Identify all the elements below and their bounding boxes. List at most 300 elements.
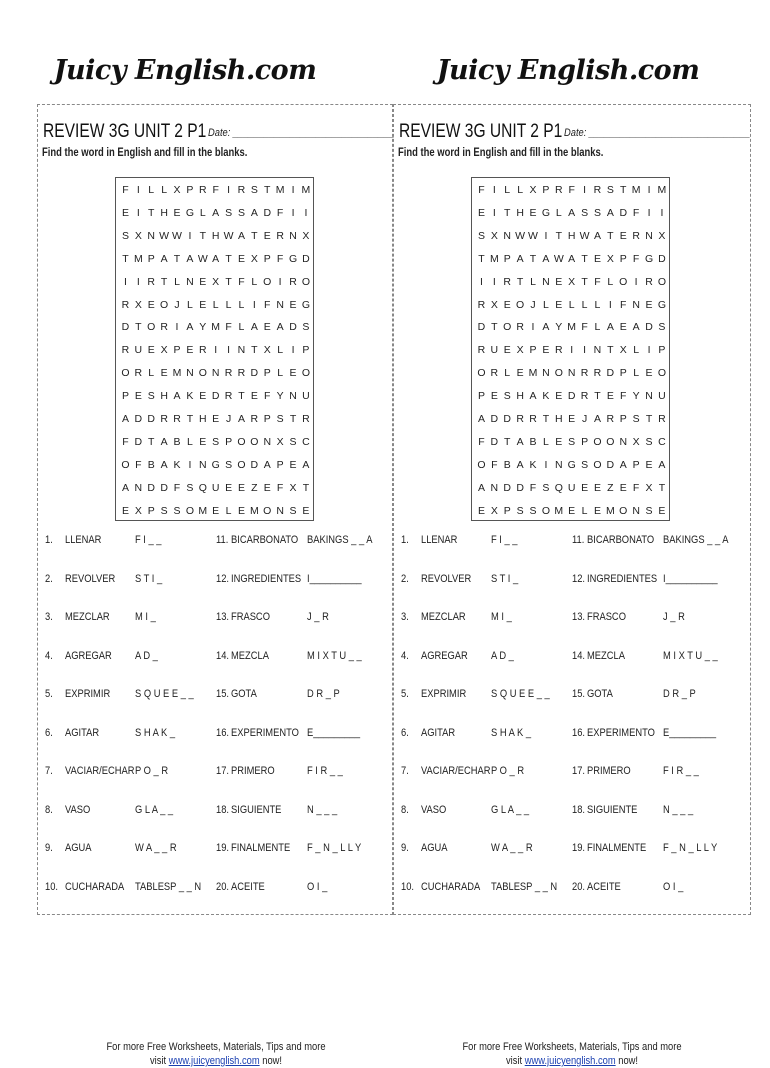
grid-letter: H [516,390,524,403]
grid-letter: R [580,390,589,403]
grid-letter: F [238,275,245,288]
grid-letter: X [276,435,284,448]
grid-letter: L [148,184,155,196]
item-spanish: EXPERIMENTO [587,726,655,739]
item-hint[interactable]: O I _ [307,880,328,893]
grid-letter: P [121,390,129,403]
item-spanish: FINALMENTE [231,842,291,854]
item-hint[interactable]: M I X T U _ _ [307,649,362,662]
item-hint[interactable]: A D _ [491,649,514,662]
grid-letter: S [658,321,666,334]
item-spanish: VACIAR/ECHAR [65,765,135,777]
item-hint[interactable]: M I _ [135,611,156,623]
grid-letter: I [291,344,295,357]
grid-letter: B [529,435,537,448]
grid-letter: E [237,504,245,517]
grid-letter: S [289,435,297,448]
item-hint[interactable]: S Q U E E _ _ [491,688,550,700]
grid-row [475,477,668,500]
grid-letter: R [529,413,537,425]
grid-letter: J [225,413,232,425]
item-spanish: SIGUIENTE [587,803,638,816]
item-spanish: FRASCO [231,611,270,623]
grid-letter: L [568,298,575,311]
grid-letter: E [186,344,194,357]
grid-letter: L [517,184,524,196]
grid-letter: E [645,367,653,380]
grid-row [475,500,668,523]
grid-letter: N [147,229,156,242]
grid-letter: D [121,321,130,334]
item-number: 1. [45,534,53,546]
grid-letter: N [632,298,640,311]
item-number: 16. [216,726,230,739]
grid-letter: L [148,367,155,380]
item-spanish: GOTA [231,688,257,700]
grid-letter: R [147,275,156,288]
item-number: 10. [401,880,415,893]
grid-letter: E [593,252,601,265]
grid-letter: O [541,504,550,517]
grid-letter: N [503,229,512,242]
grid-letter: B [173,435,181,448]
grid-letter: E [237,252,245,265]
grid-letter: W [197,252,208,265]
grid-letter: X [516,344,524,357]
grid-letter: O [121,367,130,380]
grid-letter: J [530,298,536,311]
grid-letter: F [122,435,129,448]
grid-letter: S [160,504,168,517]
worksheet-card [37,104,395,1067]
grid-row [119,294,312,317]
grid-row [119,454,312,477]
grid-letter: T [148,435,155,448]
grid-letter: P [225,435,233,448]
grid-letter: E [147,344,155,357]
grid-letter: H [160,206,168,219]
item-hint[interactable]: J _ R [307,611,329,623]
grid-letter: E [250,390,258,403]
item-spanish: INGREDIENTES [587,572,658,585]
grid-letter: F [491,458,498,471]
grid-letter: E [237,481,245,494]
item-hint[interactable]: P O _ R [491,765,525,777]
grid-letter: S [568,435,576,448]
item-hint[interactable]: D R _ P [663,688,696,700]
grid-row [119,500,312,523]
grid-row [119,385,312,408]
grid-letter: C [302,435,310,448]
item-hint[interactable]: F _ N _ L L Y [663,842,718,854]
grid-letter: X [250,252,258,265]
item-number: 16. [572,726,586,739]
item-hint[interactable]: S T I _ [135,572,163,585]
grid-letter: X [173,184,181,196]
grid-letter: E [212,504,220,517]
grid-letter: S [121,229,129,242]
item-hint[interactable]: S H A K _ [491,726,532,739]
grid-letter: I [634,275,638,288]
grid-letter: P [632,458,640,471]
grid-letter: F [632,481,640,494]
grid-letter: W [553,252,564,265]
grid-letter: N [186,275,194,288]
grid-letter: A [542,321,550,334]
grid-letter: S [503,390,511,403]
grid-letter: W [223,229,234,242]
grid-letter: S [581,458,589,471]
item-number: 13. [216,611,230,623]
grid-letter: A [263,458,271,471]
grid-letter: E [568,504,576,517]
grid-letter: R [224,390,233,403]
footer-link[interactable]: www.juicyenglish.com [524,1055,616,1067]
item-spanish: ACEITE [587,880,621,893]
item-spanish: AGUA [421,842,448,854]
grid-letter: G [567,458,576,471]
grid-letter: R [160,321,168,334]
grid-letter: T [555,229,562,242]
grid-letter: Y [555,321,563,334]
grid-letter: T [491,321,498,334]
item-number: 5. [401,688,409,700]
item-spanish: EXPRIMIR [421,688,467,700]
grid-letter: N [289,229,297,242]
grid-letter: T [148,206,155,219]
item-hint[interactable]: TABLESP _ _ N [491,880,558,893]
item-hint[interactable]: I__________ [663,572,718,585]
grid-letter: N [289,390,297,403]
grid-letter: F [620,298,627,311]
grid-letter: I [304,206,308,219]
grid-letter: N [542,275,550,288]
grid-letter: E [645,298,653,311]
grid-letter: A [186,252,194,265]
grid-letter: S [212,435,220,448]
grid-letter: G [288,252,298,265]
item-number: 2. [45,572,53,585]
grid-letter: R [250,413,259,425]
grid-letter: I [188,458,192,471]
grid-letter: L [225,504,232,517]
grid-letter: F [632,252,640,265]
grid-letter: A [160,252,168,265]
grid-letter: L [607,275,614,288]
grid-letter: X [645,481,653,494]
item-hint[interactable]: F I _ _ [491,534,518,546]
item-spanish: CUCHARADA [65,880,125,893]
grid-letter: I [227,184,231,196]
grid-letter: F [632,206,640,219]
item-number: 12. [216,572,230,585]
grid-letter: D [606,458,615,471]
grid-letter: G [644,252,654,265]
item-spanish: INGREDIENTES [231,572,302,585]
grid-letter: P [147,504,155,517]
grid-row [119,271,312,294]
date-field: Date: _______________________________ [564,127,751,139]
grid-letter: F [529,481,537,494]
grid-letter: T [173,252,181,265]
item-hint[interactable]: J _ R [663,611,685,623]
grid-letter: L [581,504,588,517]
item-hint[interactable]: G L A _ _ [135,803,174,816]
grid-letter: E [555,275,563,288]
grid-letter: N [186,367,194,380]
grid-letter: X [134,298,142,311]
grid-letter: N [632,504,640,517]
grid-letter: L [238,321,245,334]
grid-letter: R [198,184,207,196]
grid-letter: T [645,413,653,425]
grid-row [475,316,668,339]
grid-letter: M [489,252,499,265]
grid-letter: S [147,390,155,403]
item-hint[interactable]: F I R _ _ [307,765,343,777]
grid-letter: N [211,367,220,380]
grid-letter: M [528,367,538,380]
grid-letter: I [136,206,140,219]
grid-letter: M [301,184,311,196]
item-hint[interactable]: E_________ [663,726,717,739]
grid-letter: A [606,206,614,219]
grid-letter: D [490,413,499,425]
grid-letter: R [224,367,233,380]
grid-letter: S [477,229,485,242]
item-number: 7. [401,765,409,777]
grid-row [119,477,312,500]
grid-letter: P [263,367,271,380]
grid-letter: M [631,184,641,196]
instructions: Find the word in English and fill in the blanks. [42,147,248,159]
grid-row [475,202,668,225]
grid-letter: R [477,344,486,357]
grid-letter: L [594,321,601,334]
grid-letter: I [291,206,295,219]
grid-letter: P [529,344,537,357]
grid-letter: J [581,413,588,425]
grid-letter: L [633,344,640,357]
grid-letter: A [529,390,537,403]
item-number: 15. [216,688,230,700]
grid-letter: A [237,413,245,425]
item-spanish: MEZCLAR [421,611,466,623]
grid-letter: L [174,275,180,288]
grid-letter: T [594,390,601,403]
item-hint[interactable]: A D _ [135,649,158,662]
item-hint[interactable]: O I _ [663,880,684,893]
grid-letter: R [554,344,563,357]
grid-letter: A [186,321,194,334]
grid-letter: F [135,458,142,471]
grid-letter: X [632,435,640,448]
grid-letter: I [291,184,295,196]
grid-letter: S [542,481,550,494]
grid-letter: P [276,458,284,471]
grid-letter: E [619,229,627,242]
grid-letter: D [503,481,512,494]
grid-letter: D [302,252,310,265]
item-number: 1. [401,534,409,546]
item-number: 14. [572,649,586,662]
grid-letter: D [606,367,615,380]
item-number: 13. [572,611,586,623]
grid-letter: M [133,252,143,265]
grid-letter: A [516,252,524,265]
grid-letter: R [606,413,615,425]
item-hint[interactable]: P O _ R [135,765,169,777]
grid-letter: O [657,275,666,288]
item-hint[interactable]: F _ N _ L L Y [307,842,362,854]
grid-letter: W [579,229,590,242]
grid-letter: X [263,344,271,357]
item-hint[interactable]: M I X T U _ _ [663,649,718,662]
grid-letter: T [542,413,550,425]
grid-letter: T [607,229,614,242]
grid-letter: E [477,504,485,517]
item-hint[interactable]: E_________ [307,726,361,739]
grid-letter: E [542,344,550,357]
grid-row [119,225,312,248]
grid-letter: A [250,206,258,219]
grid-letter: M [567,321,577,334]
grid-letter: R [516,413,524,425]
footer [394,1040,750,1068]
grid-letter: R [237,367,246,380]
grid-letter: T [607,344,614,357]
grid-letter: E [263,481,271,494]
date-field: Date: _______________________________ [208,127,395,139]
item-number: 5. [45,688,53,700]
grid-letter: R [645,275,653,288]
item-hint[interactable]: D R _ P [307,688,340,700]
item-hint[interactable]: TABLESP _ _ N [135,880,202,893]
grid-letter: X [606,252,614,265]
grid-letter: L [530,275,536,288]
grid-letter: I [583,184,587,196]
grid-letter: E [199,435,207,448]
grid-letter: A [619,458,627,471]
grid-letter: P [619,413,627,425]
item-number: 9. [401,842,409,854]
item-hint[interactable]: N _ _ _ [307,803,338,816]
grid-letter: U [302,390,310,403]
item-hint[interactable]: BAKINGS _ _ A [307,534,373,546]
item-spanish: GOTA [587,688,613,700]
item-spanish: VASO [421,803,447,816]
item-spanish: REVOLVER [65,572,116,585]
grid-letter: L [542,435,549,448]
grid-letter: T [302,481,310,494]
item-spanish: SIGUIENTE [231,803,282,816]
grid-letter: E [658,504,666,517]
item-hint[interactable]: W A _ _ R [491,842,533,854]
grid-letter: W [172,229,182,242]
item-hint[interactable]: W A _ _ R [135,842,177,854]
grid-letter: S [632,413,640,425]
item-number: 7. [45,765,53,777]
grid-letter: I [479,275,483,288]
grid-letter: K [529,458,537,471]
footer-link[interactable]: www.juicyenglish.com [168,1055,260,1067]
item-hint[interactable]: M I _ [491,611,512,623]
grid-letter: P [658,344,666,357]
item-hint[interactable]: S T I _ [491,572,519,585]
grid-letter: P [186,184,194,196]
grid-row [475,248,668,271]
grid-letter: D [250,367,259,380]
grid-letter: E [581,481,589,494]
grid-letter: F [264,390,271,403]
grid-letter: L [225,298,232,311]
grid-letter: D [477,321,486,334]
grid-letter: A [121,413,129,425]
item-hint[interactable]: F I R _ _ [663,765,699,777]
grid-letter: I [214,344,218,357]
item-spanish: AGITAR [421,726,456,739]
grid-letter: N [134,481,143,494]
item-hint[interactable]: G L A _ _ [491,803,530,816]
grid-letter: E [121,206,129,219]
grid-letter: Y [276,390,284,403]
grid-letter: E [121,504,129,517]
grid-letter: T [478,252,485,265]
grid-letter: E [134,390,142,403]
grid-letter: R [289,275,297,288]
worksheet-title: REVIEW 3G UNIT 2 P1 [43,121,207,142]
grid-letter: E [555,435,563,448]
grid-letter: O [593,435,602,448]
item-number: 20. [216,880,230,893]
item-hint[interactable]: S H A K _ [135,726,176,739]
grid-letter: U [211,481,220,494]
item-hint[interactable]: I__________ [307,572,362,585]
item-number: 6. [45,726,53,739]
grid-letter: I [492,206,496,219]
grid-letter: F [581,321,588,334]
grid-letter: N [645,229,653,242]
grid-letter: A [160,458,168,471]
grid-letter: T [225,252,232,265]
item-hint[interactable]: BAKINGS _ _ A [663,534,729,546]
grid-letter: D [147,413,156,425]
item-hint[interactable]: N _ _ _ [663,803,694,816]
item-hint[interactable]: F I _ _ [135,534,162,546]
grid-letter: R [302,413,310,425]
grid-letter: I [252,298,256,311]
grid-letter: R [632,229,640,242]
grid-letter: D [211,390,220,403]
grid-letter: O [160,298,169,311]
item-hint[interactable]: S Q U E E _ _ [135,688,194,700]
grid-letter: D [147,481,156,494]
grid-letter: H [198,413,207,425]
grid-letter: S [276,413,284,425]
grid-letter: R [160,413,168,425]
grid-letter: A [568,206,576,219]
grid-letter: I [136,275,140,288]
grid-letter: I [647,206,651,219]
grid-letter: O [301,367,310,380]
item-spanish: MEZCLAR [65,611,110,623]
grid-letter: E [199,390,207,403]
grid-letter: L [504,367,511,380]
grid-letter: U [490,344,499,357]
grid-letter: R [490,367,499,380]
grid-letter: E [199,275,207,288]
item-spanish: EXPERIMENTO [231,726,299,739]
